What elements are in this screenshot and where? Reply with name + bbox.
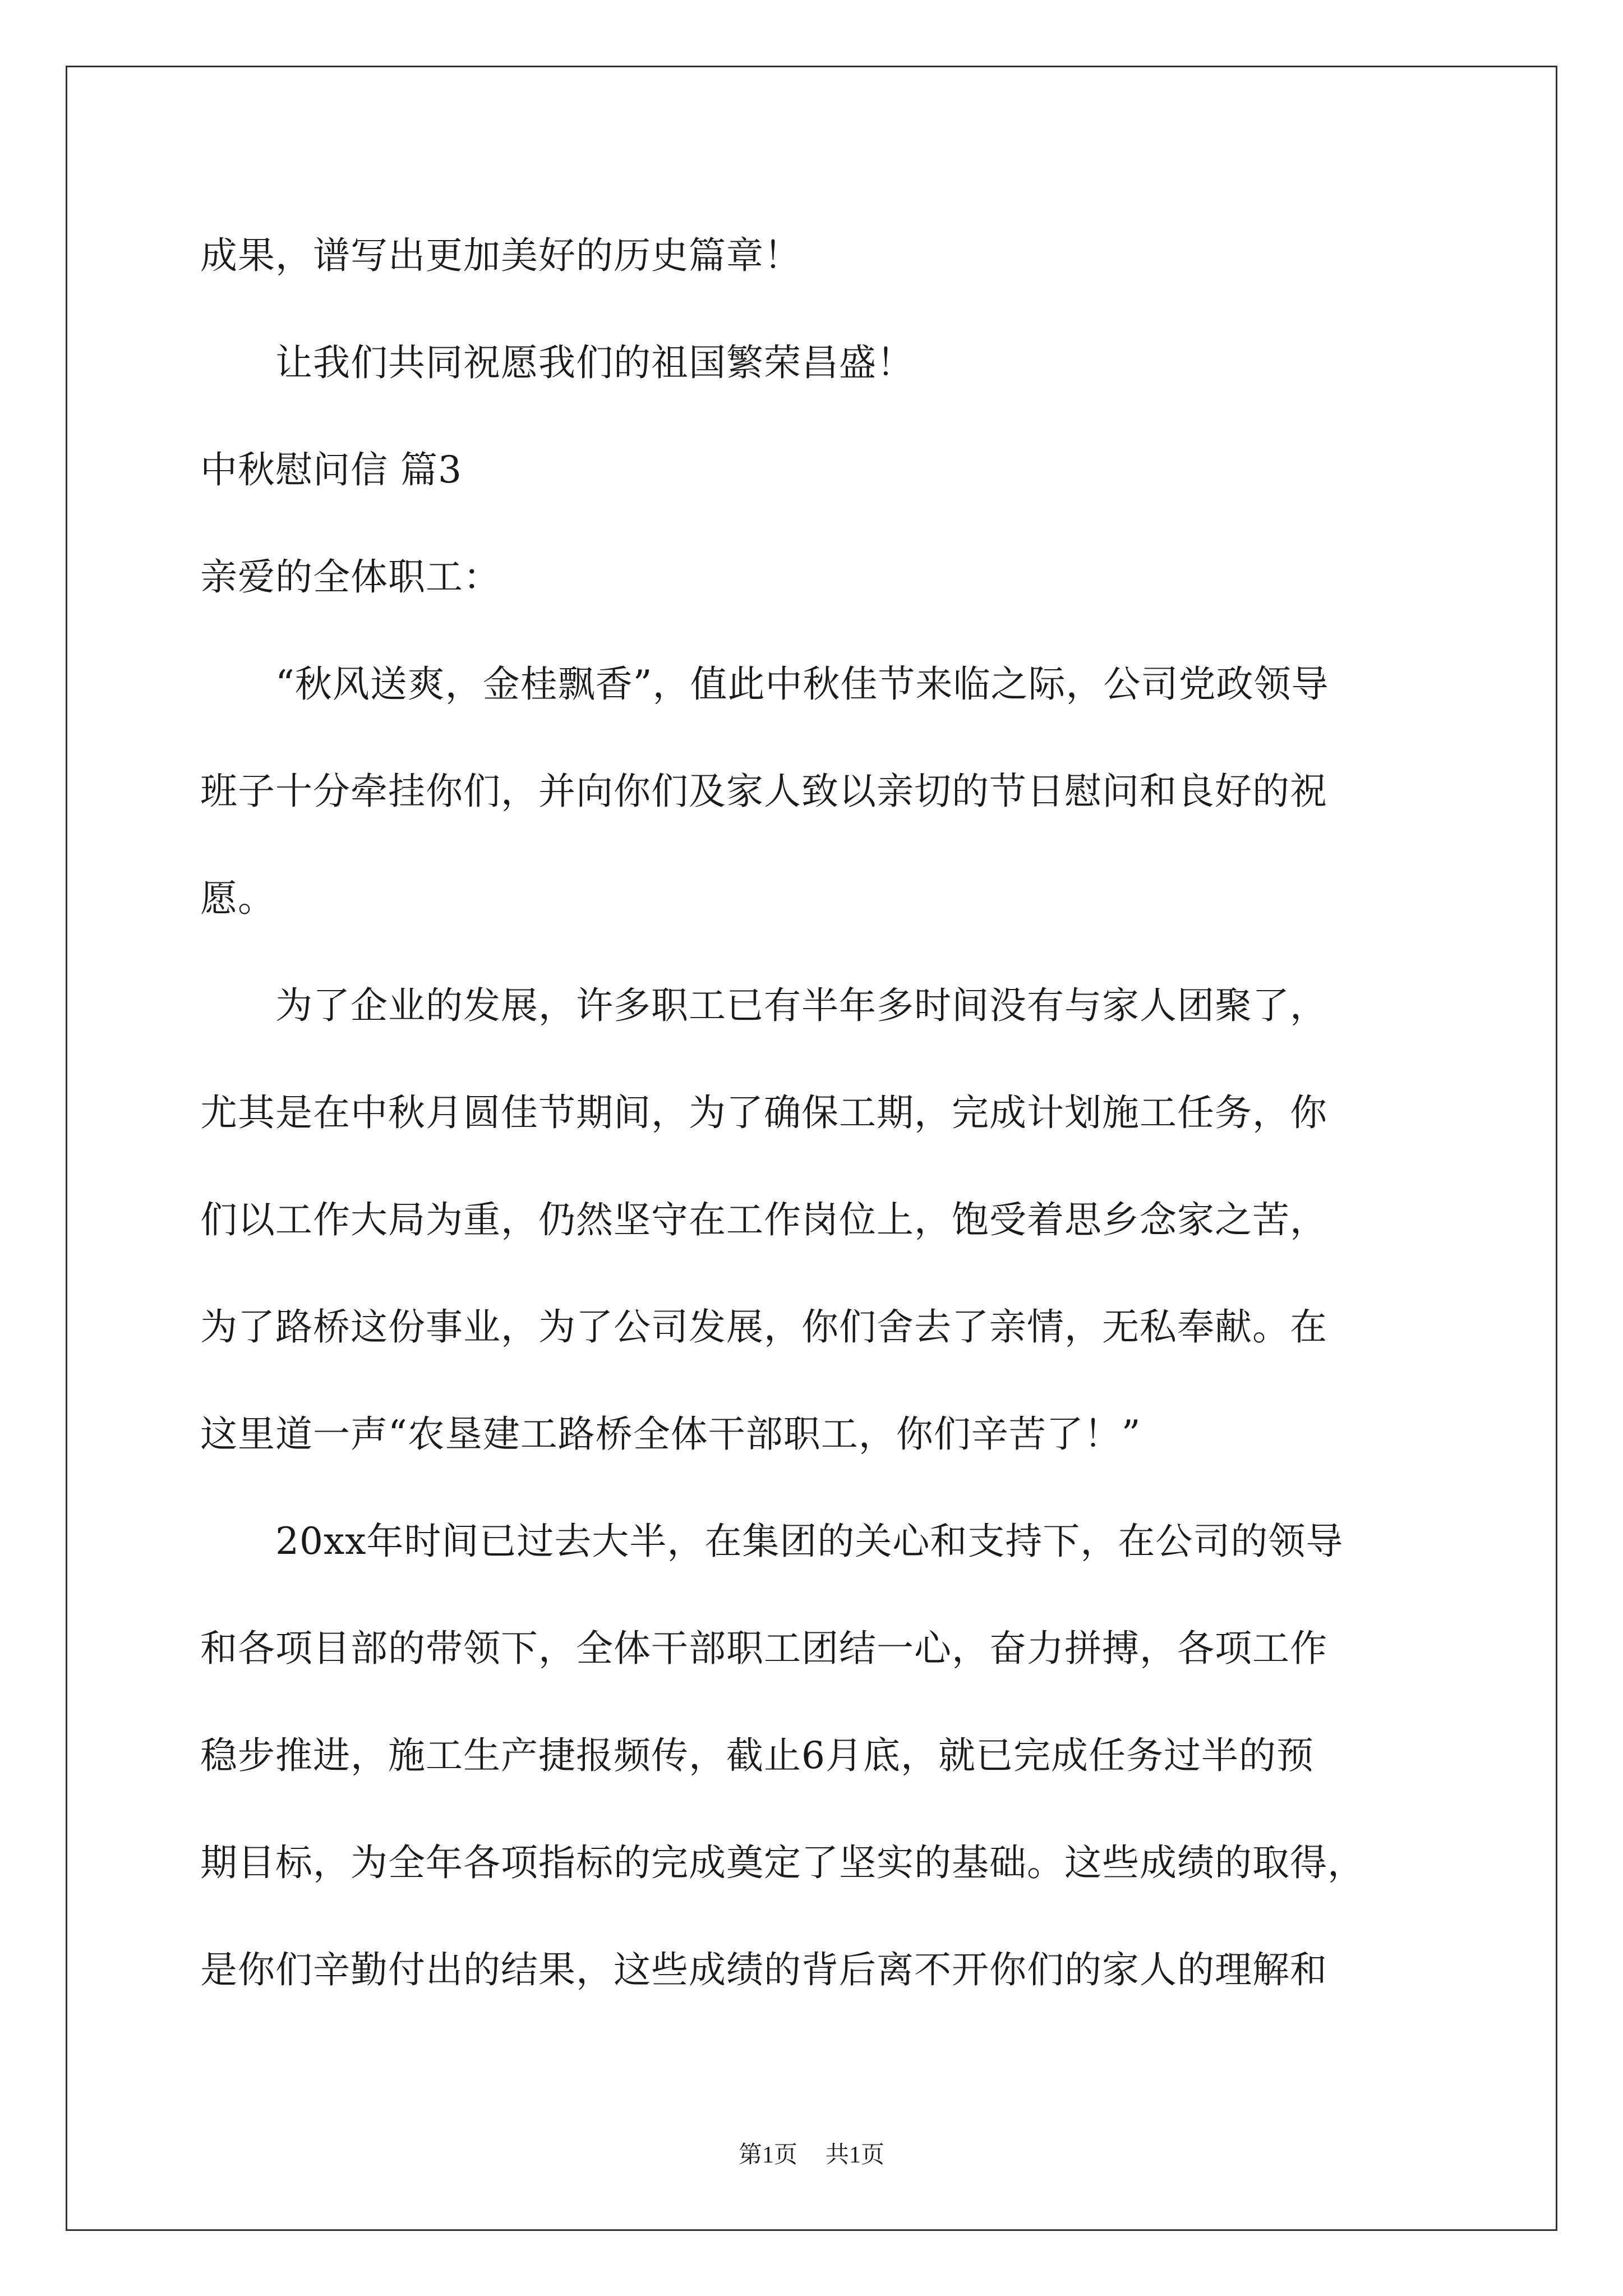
text-line: 尤其是在中秋月圆佳节期间，为了确保工期，完成计划施工任务，你 (200, 1091, 1327, 1134)
text-line: 们以工作大局为重，仍然坚守在工作岗位上，饱受着思乡念家之苦， (200, 1198, 1327, 1241)
text-line: 成果，谱写出更加美好的历史篇章！ (200, 234, 801, 277)
text-line: 为了路桥这份事业，为了公司发展，你们舍去了亲情，无私奉献。在 (200, 1305, 1327, 1349)
salutation: 亲爱的全体职工： (200, 555, 501, 599)
text-line: 和各项目部的带领下，全体干部职工团结一心，奋力拼搏，各项工作 (200, 1627, 1327, 1670)
text-line: 20xx年时间已过去大半，在集团的关心和支持下，在公司的领导 (200, 1520, 1344, 1563)
text-line: 是你们辛勤付出的结果，这些成绩的背后离不开你们的家人的理解和 (200, 1948, 1327, 1991)
document-body (200, 202, 1428, 2023)
text-line: 稳步推进，施工生产捷报频传，截止6月底，就已完成任务过半的预 (200, 1734, 1314, 1777)
page-number: 第1页 (738, 2142, 797, 2168)
text-line: 班子十分牵挂你们，并向你们及家人致以亲切的节日慰问和良好的祝 (200, 770, 1327, 813)
text-line: “秋风送爽，金桂飘香”，值此中秋佳节来临之际，公司党政领导 (200, 662, 1329, 706)
text-line: 让我们共同祝愿我们的祖国繁荣昌盛！ (200, 341, 914, 384)
text-line: 期目标，为全年各项指标的完成奠定了坚实的基础。这些成绩的取得， (200, 1841, 1365, 1884)
section-heading: 中秋慰问信 篇3 (200, 448, 462, 491)
page-footer (0, 2136, 1623, 2170)
text-line: 这里道一声“农垦建工路桥全体干部职工，你们辛苦了！” (200, 1412, 1141, 1456)
page-total: 共1页 (826, 2142, 885, 2168)
text-line: 为了企业的发展，许多职工已有半年多时间没有与家人团聚了， (200, 984, 1327, 1027)
text-line: 愿。 (200, 877, 275, 920)
